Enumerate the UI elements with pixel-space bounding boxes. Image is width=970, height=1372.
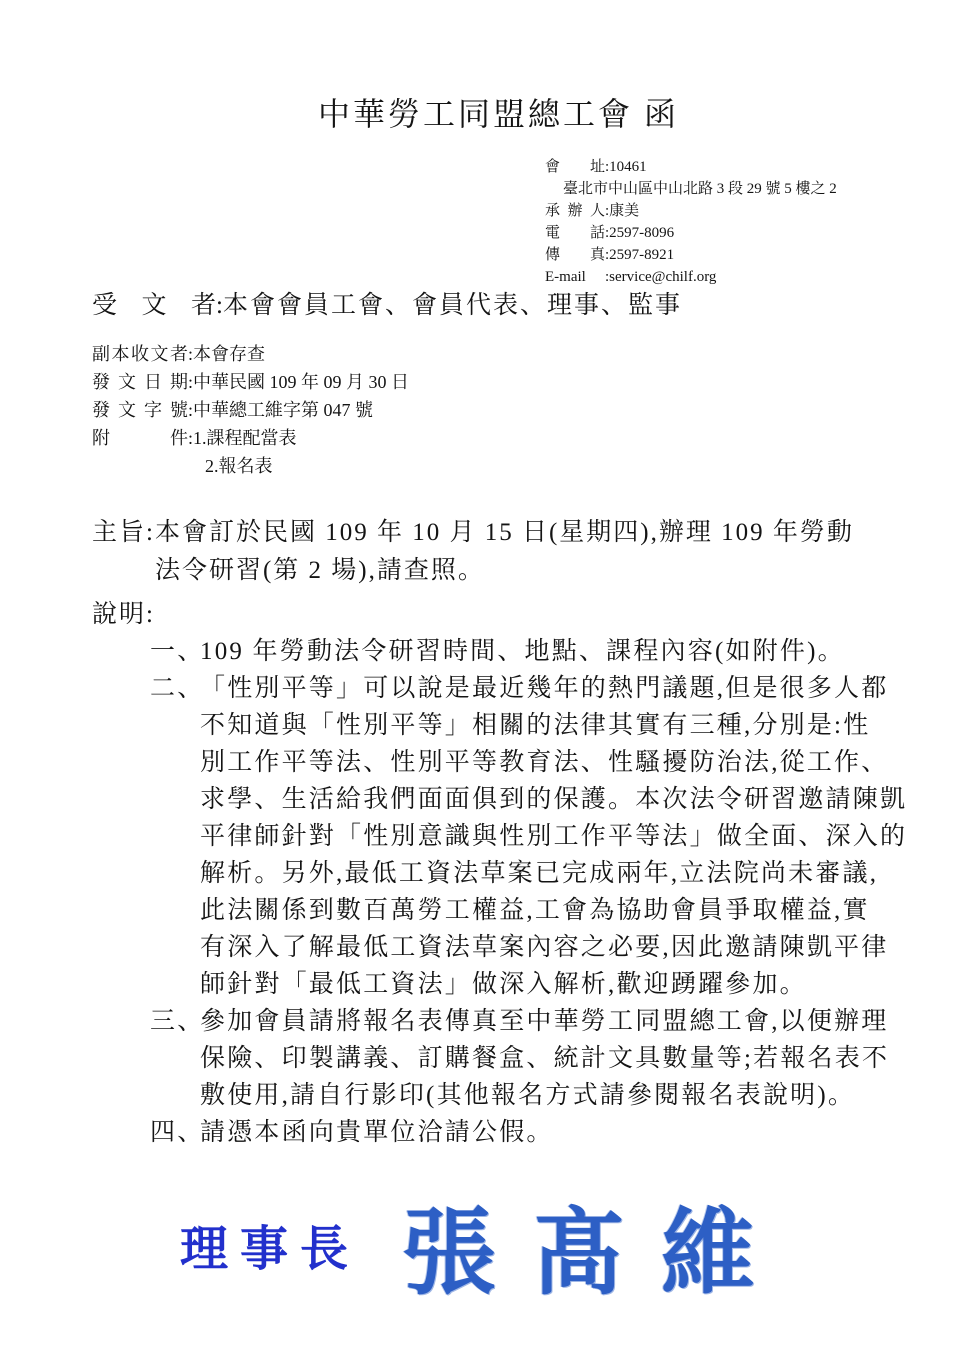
item-line: 不知道與「性別平等」相關的法律其實有三種,分別是:性 xyxy=(200,712,871,739)
item-number: 二、 xyxy=(150,675,205,702)
explanation-items xyxy=(92,633,908,1151)
colon: : xyxy=(605,203,610,219)
meta-row-cc xyxy=(92,340,905,368)
issue-date-label: 發文日期 xyxy=(92,372,188,392)
item-line: 參加會員請將報名表傳真至中華勞工同盟總工會,以便辦理 xyxy=(200,1008,889,1035)
email-value: service@chilf.org xyxy=(609,269,717,285)
explanation-item-3 xyxy=(92,1003,905,1114)
item-number: 三、 xyxy=(150,1008,205,1035)
signature-block xyxy=(180,1177,905,1312)
subject-label xyxy=(92,514,155,590)
attachment-label: 附件 xyxy=(92,428,188,448)
explanation-item-2 xyxy=(92,670,908,1003)
recipient-label: 受文者 xyxy=(92,292,216,319)
fax-label: 傳真 xyxy=(545,247,605,263)
ref-number-value: 中華總工維字第 047 號 xyxy=(193,400,374,420)
contact-label: 承辦人 xyxy=(545,203,605,219)
colon: : xyxy=(146,601,155,628)
phone-label: 電話 xyxy=(545,225,605,241)
letter-title: 中華勞工同盟總工會 函 xyxy=(317,96,679,132)
sender-info-block xyxy=(545,156,905,288)
address-label: 會址 xyxy=(545,159,605,175)
item-line: 此法關係到數百萬勞工權益,工會為協助會員爭取權益,實 xyxy=(200,897,870,924)
item-number: 一、 xyxy=(150,638,205,665)
phone-value: 2597-8096 xyxy=(609,225,675,241)
info-row-fax xyxy=(545,244,905,266)
cc-label: 副本收文者 xyxy=(92,344,188,364)
item-line: 109 年勞動法令研習時間、地點、課程內容(如附件)。 xyxy=(200,638,845,665)
info-row-address xyxy=(545,156,905,178)
info-row-contact xyxy=(545,200,905,222)
fax-value: 2597-8921 xyxy=(609,247,675,263)
info-row-phone xyxy=(545,222,905,244)
item-line: 保險、印製講義、訂購餐盒、統計文具數量等;若報名表不 xyxy=(200,1045,890,1072)
item-line: 師針對「最低工資法」做深入解析,歡迎踴躍參加。 xyxy=(200,971,807,998)
recipient-value: 本會會員工會、會員代表、理事、監事 xyxy=(222,292,682,319)
cc-value: 本會存查 xyxy=(193,344,266,364)
item-line: 解析。另外,最低工資法草案已完成兩年,立法院尚未審議, xyxy=(200,860,879,887)
meta-row-attachment xyxy=(92,424,905,452)
colon: : xyxy=(188,428,194,448)
attachment-value-1: 1.課程配當表 xyxy=(193,428,297,448)
issue-date-value: 中華民國 109 年 09 月 30 日 xyxy=(193,372,410,392)
email-label: E-mail xyxy=(545,269,586,285)
item-number: 四、 xyxy=(150,1119,205,1146)
meta-row-attachment2 xyxy=(92,452,905,480)
item-line: 有深入了解最低工資法草案內容之必要,因此邀請陳凱平律 xyxy=(200,934,889,961)
colon: : xyxy=(216,292,223,319)
meta-row-refno xyxy=(92,396,905,424)
address-value: 10461 xyxy=(609,159,647,175)
item-line: 別工作平等法、性別平等教育法、性騷擾防治法,從工作、 xyxy=(200,749,889,776)
explanation-item-4 xyxy=(92,1114,905,1151)
item-line: 「性別平等」可以說是最近幾年的熱門議題,但是很多人都 xyxy=(200,675,889,702)
colon: : xyxy=(188,344,194,364)
explanation-heading-text: 說明 xyxy=(92,601,147,628)
document-meta-block xyxy=(92,340,905,480)
colon: : xyxy=(605,247,610,263)
colon: : xyxy=(188,400,194,420)
item-line: 敷使用,請自行影印(其他報名方式請參閱報名表說明)。 xyxy=(200,1082,856,1109)
info-row-email xyxy=(545,266,905,288)
recipient-line xyxy=(92,290,905,322)
contact-value: 康美 xyxy=(609,203,640,219)
attachment-value-2: 2.報名表 xyxy=(205,456,273,476)
item-text xyxy=(200,633,905,670)
subject-text xyxy=(155,514,905,590)
chairman-name-stamp: 張 髙 維 xyxy=(402,1202,762,1306)
item-text xyxy=(200,1114,905,1151)
meta-row-date xyxy=(92,368,905,396)
chairman-title: 理事長 xyxy=(180,1223,361,1276)
info-row-address-line2 xyxy=(545,178,905,200)
subject-line: 法令研習(第 2 場),請查照。 xyxy=(154,557,485,584)
colon: : xyxy=(146,519,155,546)
colon: : xyxy=(188,372,194,392)
item-text xyxy=(200,670,907,1003)
subject-label-text: 主旨 xyxy=(92,519,147,546)
item-line: 求學、生活給我們面面俱到的保護。本次法令研習邀請陳凱 xyxy=(200,786,908,813)
ref-number-label: 發文字號 xyxy=(92,400,188,420)
colon: : xyxy=(605,159,610,175)
colon: : xyxy=(605,269,610,285)
colon: : xyxy=(605,225,610,241)
item-line: 請憑本函向貴單位洽請公假。 xyxy=(200,1119,554,1146)
subject-section xyxy=(92,514,905,590)
explanation-heading xyxy=(92,596,905,633)
item-text xyxy=(200,1003,905,1114)
subject-line: 本會訂於民國 109 年 10 月 15 日(星期四),辦理 109 年勞動 xyxy=(154,519,854,546)
item-line: 平律師針對「性別意識與性別工作平等法」做全面、深入的 xyxy=(200,823,908,850)
explanation-item-1 xyxy=(92,633,905,670)
address-line2: 臺北市中山區中山北路 3 段 29 號 5 樓之 2 xyxy=(563,181,837,197)
